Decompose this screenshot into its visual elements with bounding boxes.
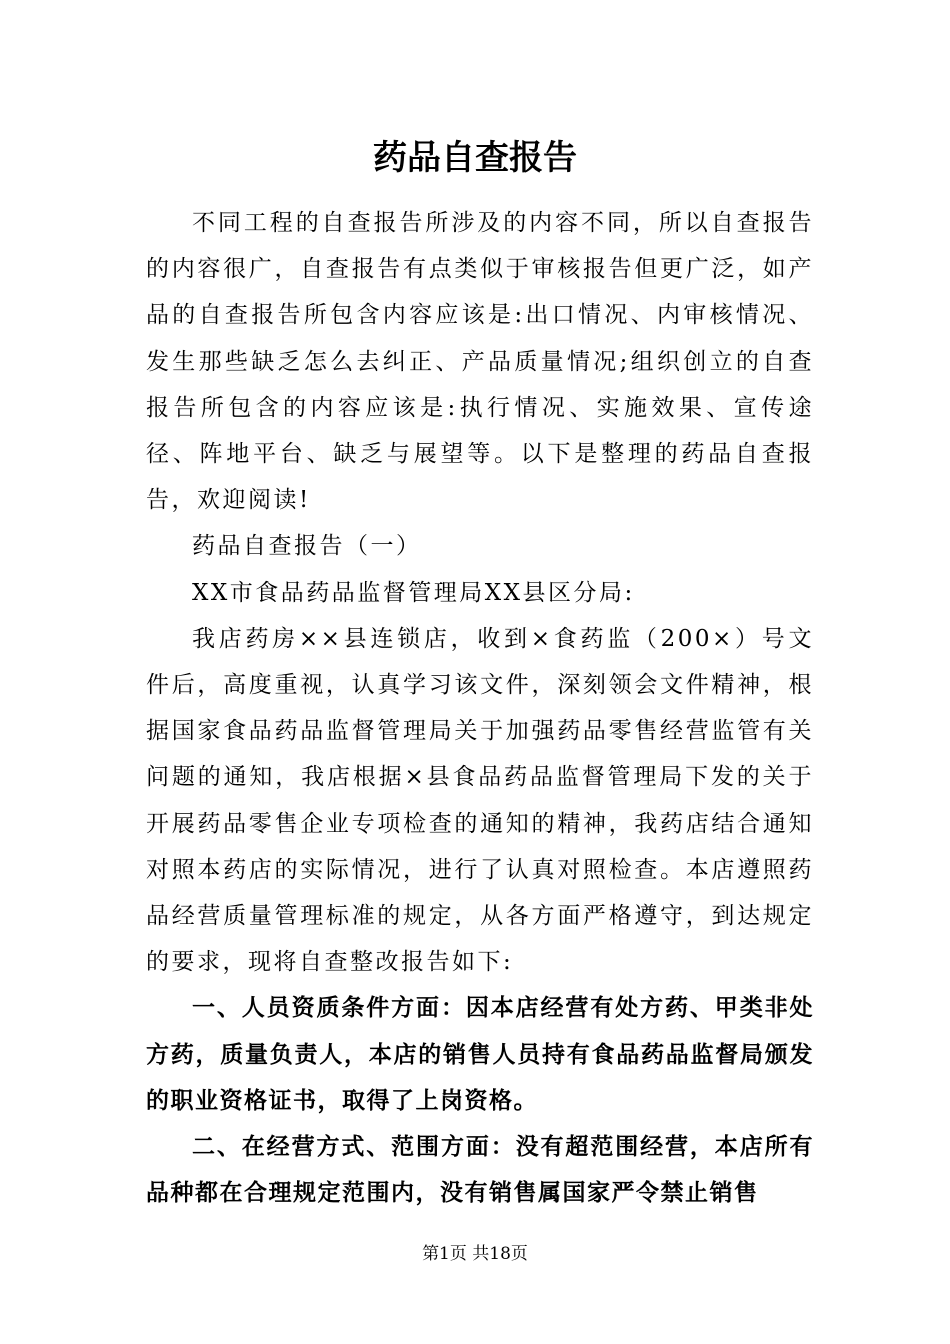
item-two-paragraph: 二、在经营方式、范围方面：没有超范围经营，本店所有品种都在合理规定范围内，没有销售属国家严令禁止销售 bbox=[146, 1134, 814, 1207]
addressee-line: XX市食品药品监督管理局XX县区分局: bbox=[192, 579, 635, 606]
section-heading: 药品自查报告（一） bbox=[192, 533, 422, 560]
document-body bbox=[146, 200, 814, 1216]
item-one-paragraph: 一、人员资质条件方面：因本店经营有处方药、甲类非处方药，质量负责人，本店的销售人员持有食品药品监督局颁发的职业资格证书，取得了上岗资格。 bbox=[146, 995, 814, 1114]
page-number-footer: 第1页 共18页 bbox=[422, 1244, 528, 1264]
document-title: 药品自查报告 bbox=[373, 138, 577, 178]
intro-paragraph: 不同工程的自查报告所涉及的内容不同，所以自查报告的内容很广，自查报告有点类似于审核报告但更广泛，如产品的自查报告所包含内容应该是:出口情况、内审核情况、发生那些缺乏怎么去纠正、产品质量情况;组织创立的自查报告所包含的内容应该是:执行情况、实施效果、宣传途径、阵地平台、缺乏与展望等。以下是整理的药品自查报告，欢迎阅读! bbox=[146, 210, 814, 514]
report-body-paragraph: 我店药房××县连锁店，收到×食药监（200×）号文件后，高度重视，认真学习该文件，深刻领会文件精神，根据国家食品药品监督管理局关于加强药品零售经营监管有关问题的通知，我店根据×县食品药品监督管理局下发的关于开展药品零售企业专项检查的通知的精神，我药店结合通知对照本药店的实际情况，进行了认真对照检查。本店遵照药品经营质量管理标准的规定，从各方面严格遵守，到达规定的要求，现将自查整改报告如下: bbox=[146, 625, 814, 976]
